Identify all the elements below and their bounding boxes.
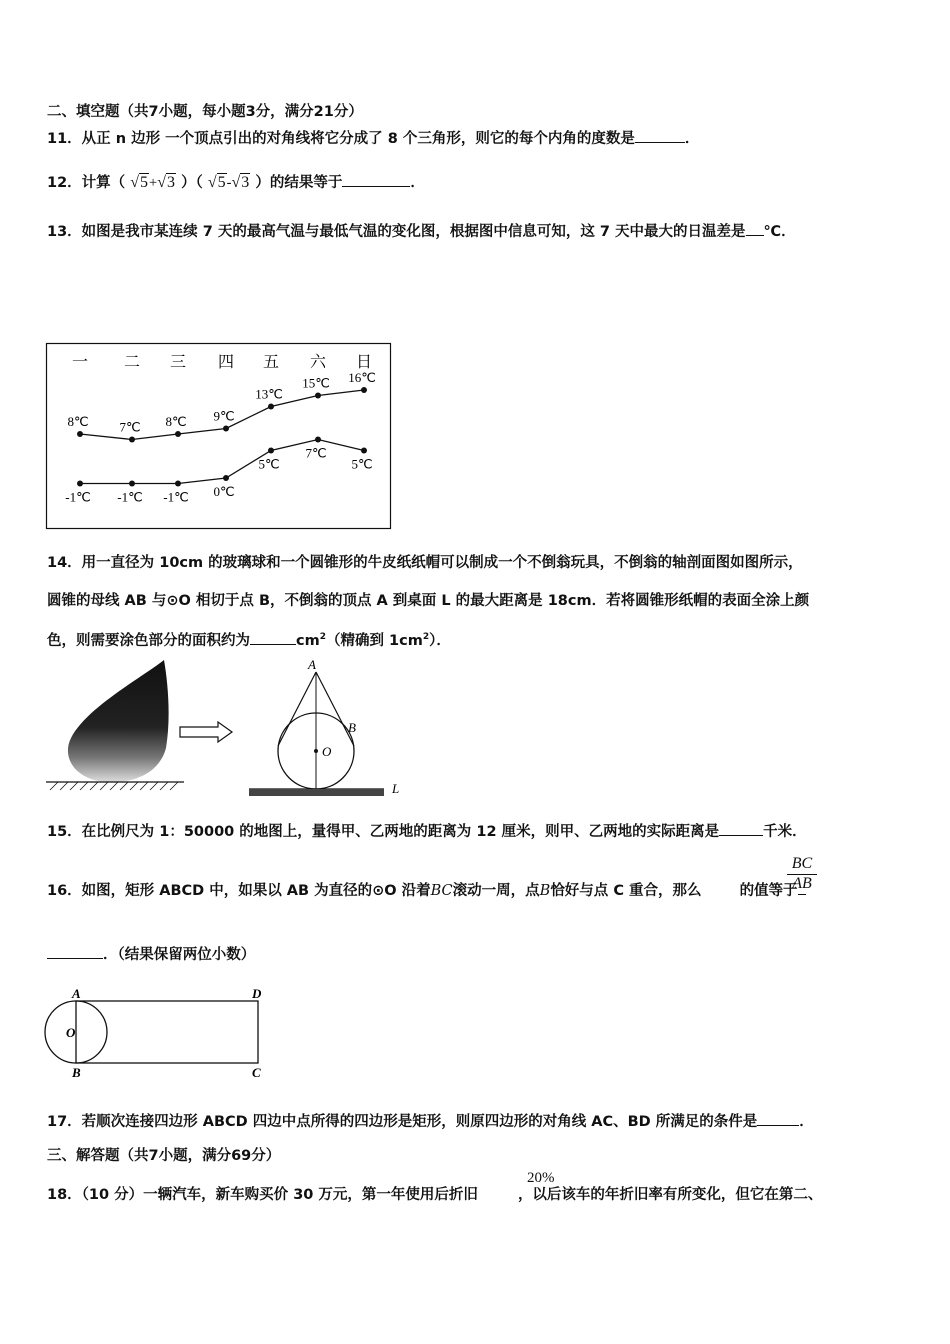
question-11-end: ． [684,131,700,147]
answer-blank [342,172,410,187]
label-b: B [348,720,356,735]
percent-20: 20% [527,1170,555,1186]
label-l: L [392,781,400,796]
question-16-text: 16．如图，矩形 ABCD 中，如果以 AB 为直径的⊙O 沿着 [47,883,431,899]
temperature-point [129,481,135,487]
minus-sign: - [226,175,232,191]
temperature-point [175,481,181,487]
day-label: 二 [123,352,141,371]
question-12-end: ． [410,175,425,191]
question-16 [47,880,806,901]
label-c: C [252,1065,261,1080]
radicand: 3 [241,174,250,191]
temperature-point [175,431,181,437]
temperature-point [268,404,274,410]
plus-sign: + [149,175,158,191]
question-12-close: ）的结果等于 [255,175,343,191]
cone-generatrix-left [278,672,316,746]
question-16-text-3: 恰好与点 C 重合，那么 [550,883,702,899]
tumbler-toy-image [68,660,169,782]
table-hatch-bar [249,789,384,796]
question-16-text-4: 的值等于 [739,883,798,899]
arrow-icon [180,722,232,742]
answer-blank [719,821,763,836]
answer-blank [746,221,764,236]
section-2-heading: 二、填空题（共7小题，每小题3分，满分21分） [47,104,363,120]
temperature-point [361,387,367,393]
sqrt-expression: √5 [207,174,226,191]
question-16-text-2: 滚动一周，点 [452,883,540,899]
day-label: 一 [71,352,89,371]
temperature-label: 13℃ [255,386,283,402]
temperature-point [315,437,321,443]
question-11 [47,128,699,149]
question-14-precision: （精确到 1cm [325,632,423,649]
answer-blank [250,630,296,645]
question-17-end: ． [799,1114,814,1130]
temperature-label: -1℃ [65,489,91,505]
day-label: 日 [355,352,373,371]
temperature-point [223,475,229,481]
question-17 [47,1111,814,1132]
temperature-label: 8℃ [67,414,89,429]
sqrt-expression: √3 [231,174,250,191]
answer-blank [47,944,103,959]
temperature-label: 7℃ [119,419,141,435]
day-label: 四 [217,352,235,371]
question-12-mid: ）（ [181,175,203,191]
temperature-point [77,481,83,487]
label-d: D [252,986,262,1001]
temperature-label: 8℃ [165,414,187,429]
answer-blank [635,128,685,143]
question-12 [47,172,425,193]
fraction-denominator: AB [792,875,812,892]
question-14-end: ）． [429,632,451,649]
question-18 [47,1185,822,1205]
radicand: 5 [217,174,226,191]
superscript: 2 [422,632,430,642]
temperature-point [223,426,229,432]
question-15 [47,821,807,842]
label-o: O [322,744,332,759]
center-point [314,749,318,753]
temperature-label: 5℃ [351,456,373,472]
answer-blank [757,1111,799,1126]
fraction-bc-over-ab [787,855,817,893]
temperature-label: 15℃ [302,375,330,391]
temperature-label: 5℃ [258,456,280,472]
unit: cm [296,632,320,649]
temperature-point [268,448,274,454]
question-13-end: ℃． [763,224,796,240]
question-18-text-2: ，以后该车的年折旧率有所变化，但它在第二、 [517,1187,823,1203]
question-11-text: 11．从正 n 边形 一个顶点引出的对角线将它分成了 8 个三角形，则它的每个内角的度数是 [47,131,635,147]
question-16-line-2 [47,944,255,965]
temperature-label: -1℃ [163,489,189,505]
question-17-text: 17．若顺次连接四边形 ABCD 四边中点所得的四边形是矩形，则原四边形的对角线 AC、BD 所满足的条件是 [47,1114,758,1130]
day-label: 六 [309,352,327,371]
temperature-label: 9℃ [213,408,235,424]
tumbler-figure [46,658,406,800]
question-14-line-3 [47,627,451,651]
question-13 [47,221,796,242]
superscript: 2 [319,632,326,642]
rectangle-figure [46,985,276,1080]
label-a: A [308,657,316,672]
temperature-label: 0℃ [213,484,235,499]
question-15-text: 15．在比例尺为 1：50000 的地图上，量得甲、乙两地的距离为 12 厘米，则甲、乙两地的实际距离是 [47,824,720,840]
fraction-numerator: BC [787,855,817,875]
radicand: 5 [140,174,149,191]
temperature-label: 7℃ [305,445,327,461]
section-3-heading: 三、解答题（共7小题，满分69分） [47,1148,281,1164]
temperature-label: -1℃ [117,489,143,505]
table-hatching [50,782,178,790]
question-15-end: 千米． [763,824,807,840]
temperature-point [77,431,83,437]
question-12-prefix: 12．计算（ [47,175,126,191]
point-b: B [539,883,551,899]
sqrt-expression: √3 [157,174,175,191]
question-18-text: 18．（10 分）一辆汽车，新车购买价 30 万元，第一年使用后折旧 [47,1187,478,1203]
day-label: 五 [262,352,280,371]
label-a: A [72,986,81,1001]
question-13-text: 13．如图是我市某连续 7 天的最高气温与最低气温的变化图，根据图中信息可知，这 7 天中最大的日温差是 [47,224,746,240]
question-16-note: ．（结果保留两位小数） [103,947,256,963]
temperature-point [129,437,135,443]
question-14-line-1: 14．用一直径为 10cm 的玻璃球和一个圆锥形的牛皮纸纸帽可以制成一个不倒翁玩具，不倒翁的轴剖面图如图所示， [47,555,803,571]
question-14-line-2: 圆锥的母线 AB 与⊙O 相切于点 B，不倒翁的顶点 A 到桌面 L 的最大距离是 18cm．若将圆锥形纸帽的表面全涂上颜 [47,593,810,609]
temperature-point [361,448,367,454]
label-b: B [72,1065,81,1080]
temperature-label: 16℃ [348,370,376,385]
radicand: 3 [167,174,175,191]
temperature-chart [46,343,391,529]
label-o: O [66,1025,76,1040]
sqrt-expression: √5 [130,174,149,191]
temperature-point [315,393,321,399]
rectangle-abcd [76,1001,258,1063]
segment-bc: BC [430,883,453,899]
day-label: 三 [169,352,187,371]
question-14-text: 色，则需要涂色部分的面积约为 [47,632,250,649]
